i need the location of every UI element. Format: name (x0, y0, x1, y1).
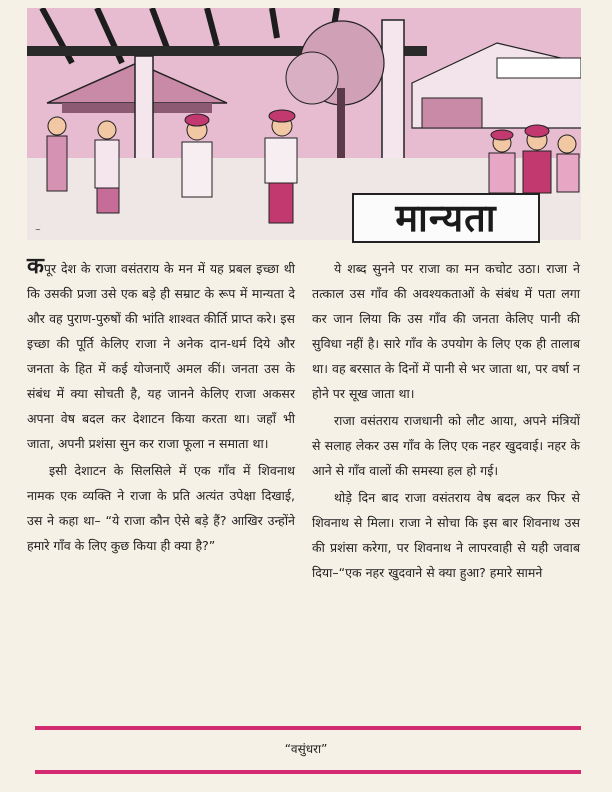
drop-cap: क (27, 254, 44, 279)
paragraph: इसी देशाटन के सिलसिले में एक गाँव में शिवनाथ नामक एक व्यक्ति ने राजा के प्रति अत्यंत उपेक्षा दिखाई, उस ने कहा था– “ये राजा कौन ऐसे बड़े हैं? आखिर उन्होंने हमारे गाँव के लिए कुछ किया ही क्या है?” (27, 463, 295, 553)
paragraph: राजा वसंतराय राजधानी को लौट आया, अपने मंत्रियों से सलाह लेकर उस गाँव के लिए एक नहर खुदवाई। नहर के आने से गाँव वालों की समस्या हल हो गई। (312, 413, 580, 478)
paragraph-text: पूर देश के राजा वसंतराय के मन में यह प्रबल इच्छा थी कि उसकी प्रजा उसे एक बड़े ही सम्राट के रूप में मान्यता दे और वह पुराण-पुरुषों की भांति शाश्वत कीर्ति प्राप्त करे। इस इच्छा की पूर्ति केलिए राजा ने अनेक दान-धर्म दिये और जनता के हित में कई योजनाएँ अमल कीं। जनता उस के संबंध में क्या सोचती है, यह जानने केलिए राजा अकसर अपना वेष बदल कर देशाटन किया करता था। जहाँ भी जाता, अपनी प्रशंसा सुन कर राजा फूला न समाता था। (27, 261, 295, 451)
paragraph (27, 256, 295, 456)
footer-credit: “वसुंधरा” (284, 742, 328, 756)
title-box (352, 193, 540, 243)
left-column (27, 256, 295, 558)
story-title: मान्यता (395, 196, 497, 240)
paragraph: ये शब्द सुनने पर राजा का मन कचोट उठा। राजा ने तत्काल उस गाँव की अवश्यकताओं के संबंध में पता लगा कर जान लिया कि उस गाँव की जनता केलिए पानी की सुविधा नहीं है। सारे गाँव के उपयोग के लिए एक ही तालाब था। वह बरसात के दिनों में पानी से भर जाता था, पर वर्षा न होने पर सूख जाता था। (312, 261, 580, 401)
bottom-divider (35, 770, 581, 774)
villager-figures-right (489, 125, 579, 193)
right-column (312, 256, 580, 585)
artist-signature: ~ (35, 226, 41, 234)
top-divider (35, 726, 581, 730)
paragraph: थोड़े दिन बाद राजा वसंतराय वेष बदल कर फिर से शिवनाथ से मिला। राजा ने सोचा कि इस बार शिवनाथ उस की प्रशंसा करेगा, पर शिवनाथ ने लापरवाही से यही जवाब दिया–“एक नहर खुदवाने से क्या हुआ? हमारे सामने (312, 490, 580, 580)
